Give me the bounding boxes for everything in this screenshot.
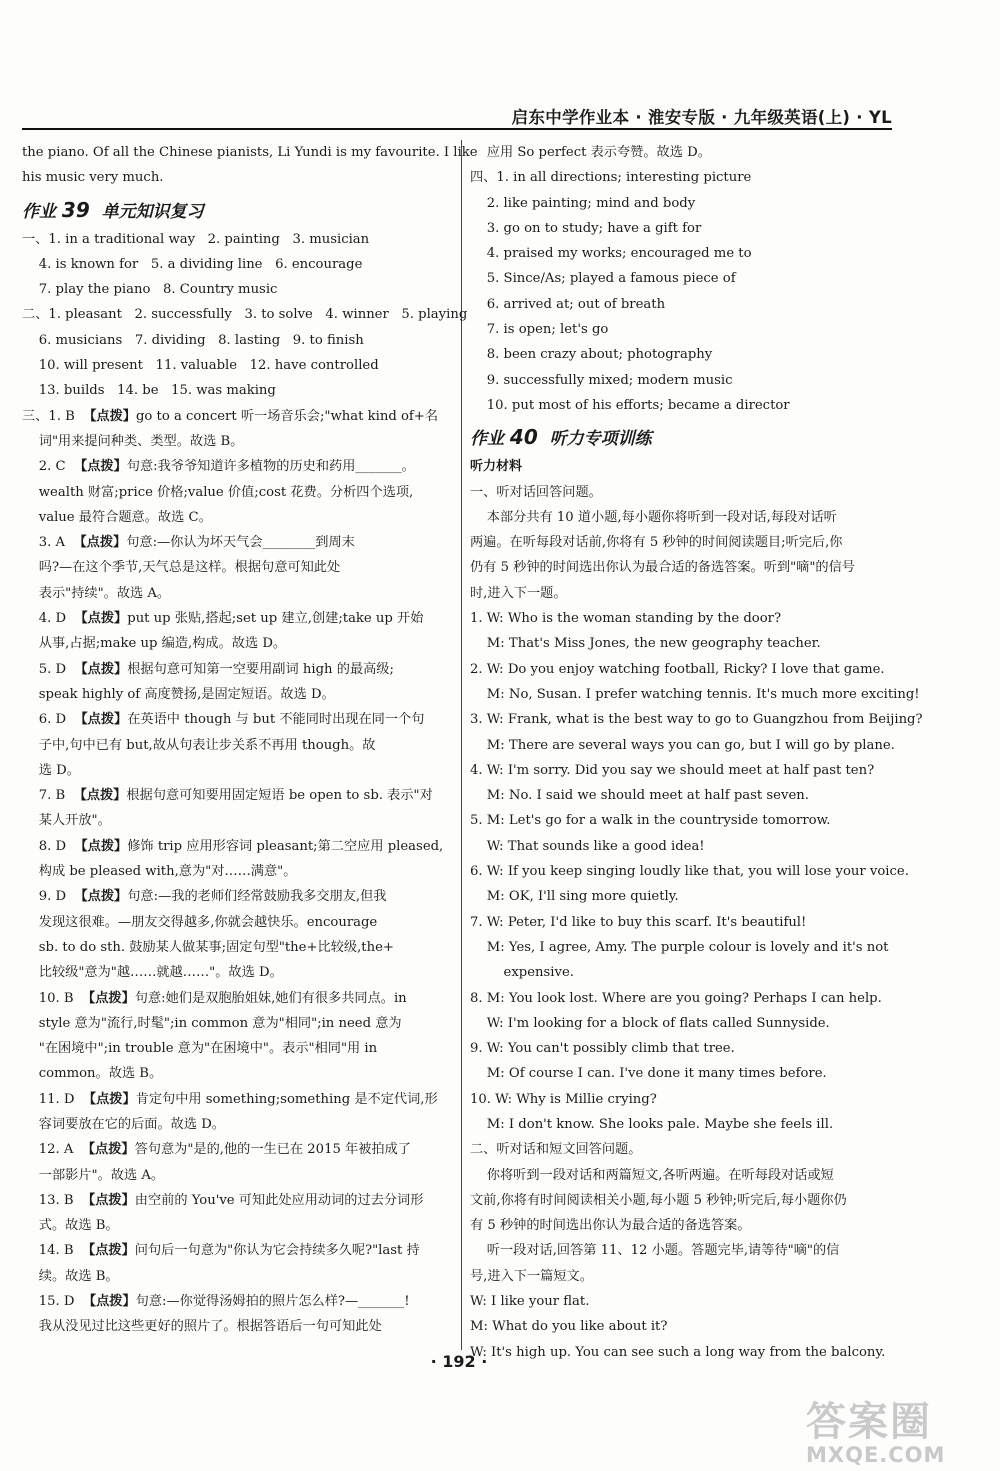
section-title-text: 单元知识复习: [89, 201, 204, 222]
text-line: "在困境中";in trouble 意为"在困境中"。表示"相同"用 in: [22, 1041, 378, 1057]
text-line: 词"用来提问种类、类型。故选 B。: [22, 433, 244, 449]
section-title: [22, 193, 440, 227]
text-line: 8. M: You look lost. Where are you going? Perhaps I can help.: [470, 990, 882, 1006]
hint-tag: 【点拨】: [74, 712, 128, 728]
text-line: 7. play the piano 8. Country music: [22, 282, 278, 298]
text-line: 一部影片"。故选 A。: [22, 1167, 165, 1183]
text-line: 3. W: Frank, what is the best way to go to Guangzhou from Beijing?: [470, 712, 923, 728]
section-title: [470, 420, 892, 454]
section-title-text: 听力专项训练: [537, 429, 652, 450]
hint-tag: 【点拨】: [74, 889, 128, 905]
hint-text: put up 张贴,搭起;set up 建立,创建;take up 开始: [127, 611, 424, 627]
answer-number: 9. D: [22, 889, 75, 905]
text-line: speak highly of 高度赞扬,是固定短语。故选 D。: [22, 686, 335, 702]
hint-tag: 【点拨】: [81, 1142, 135, 1158]
hint-tag: 【点拨】: [73, 788, 127, 804]
answer-line: [22, 530, 440, 555]
text-line: 续。故选 B。: [22, 1268, 119, 1284]
text-line: value 最符合题意。故选 C。: [22, 509, 212, 525]
hint-tag: 【点拨】: [74, 838, 128, 854]
subheading: 听力材料: [470, 459, 523, 475]
text-line: his music very much.: [22, 170, 164, 186]
text-line: M: No, Susan. I prefer watching tennis. It's much more exciting!: [470, 686, 920, 702]
answer-line: [22, 1289, 440, 1314]
text-line: M: That's Miss Jones, the new geography teacher.: [470, 636, 821, 652]
text-line: style 意为"流行,时髦";in common 意为"相同";in need 意为: [22, 1015, 402, 1031]
text-line: W: I'm looking for a block of flats called Sunnyside.: [470, 1015, 830, 1031]
answer-number: 3. A: [22, 535, 74, 551]
text-line: 比较级"意为"越……就越……"。故选 D。: [22, 965, 283, 981]
text-line: 9. W: You can't possibly climb that tree.: [470, 1041, 735, 1057]
text-line: M: There are several ways you can go, but I will go by plane.: [470, 737, 895, 753]
hint-text: 肯定句中用 something;something 是不定代词,形: [135, 1091, 438, 1107]
hint-tag: 【点拨】: [82, 990, 135, 1006]
hint-text: 句意:她们是双胞胎姐妹,她们有很多共同点。in: [134, 990, 407, 1006]
hint-tag: 【点拨】: [73, 535, 127, 551]
section-title-prefix: 作业: [470, 429, 510, 450]
answer-number: 4. D: [22, 611, 75, 627]
hint-tag: 【点拨】: [74, 611, 128, 627]
text-line: 号,进入下一篇短文。: [470, 1268, 593, 1284]
answer-line: [22, 1087, 440, 1112]
hint-text: 在英语中 though 与 but 不能同时出现在同一个句: [127, 712, 425, 728]
text-line: W: I like your flat.: [470, 1294, 590, 1310]
hint-text: 句意:—你觉得汤姆拍的照片怎么样?—_______!: [135, 1294, 410, 1310]
text-line: 7. is open; let's go: [470, 322, 609, 338]
answer-line: [22, 884, 440, 909]
text-line: 10. put most of his efforts; became a director: [470, 397, 790, 413]
text-line: 二、听对话和短文回答问题。: [470, 1142, 642, 1158]
answer-number: 三、1. B: [22, 408, 84, 424]
answer-number: 8. D: [22, 838, 75, 854]
answer-line: [22, 707, 440, 732]
section-number: 39: [61, 197, 90, 222]
hint-text: 句意:—你认为坏天气会________到周末: [126, 535, 355, 551]
answer-number: 2. C: [22, 459, 75, 475]
text-line: 四、1. in all directions; interesting picture: [470, 170, 752, 186]
text-line: 6. W: If you keep singing loudly like that, you will lose your voice.: [470, 864, 909, 880]
text-line: 10. will present 11. valuable 12. have controlled: [22, 358, 379, 374]
watermark-url: MXQE.COM: [806, 1443, 946, 1467]
text-line: 听一段对话,回答第 11、12 小题。答题完毕,请等待"嘀"的信: [470, 1243, 840, 1259]
text-line: 7. W: Peter, I'd like to buy this scarf. It's beautiful!: [470, 914, 807, 930]
text-line: 时,进入下一题。: [470, 585, 567, 601]
text-line: W: It's high up. You can see such a long way from the balcony.: [470, 1344, 886, 1360]
text-line: 选 D。: [22, 762, 80, 778]
hint-tag: 【点拨】: [82, 1294, 136, 1310]
text-line: 我从没见过比这些更好的照片了。根据答语后一句可知此处: [22, 1319, 382, 1335]
text-line: 某人开放"。: [22, 813, 111, 829]
text-line: sb. to do sth. 鼓励某人做某事;固定句型"the+比较级,the+: [22, 939, 394, 955]
answer-line: [22, 657, 440, 682]
answer-number: 11. D: [22, 1091, 83, 1107]
watermark-logo: [806, 1400, 986, 1466]
hint-tag: 【点拨】: [82, 1192, 135, 1208]
hint-text: 根据句意可知要用固定短语 be open to sb. 表示"对: [126, 788, 433, 804]
answer-number: 6. D: [22, 712, 75, 728]
text-line: 容词要放在它的后面。故选 D。: [22, 1116, 225, 1132]
answer-line: [22, 454, 440, 479]
text-line: M: What do you like about it?: [470, 1319, 668, 1335]
section-number: 40: [509, 425, 538, 450]
text-line: 9. successfully mixed; modern music: [470, 372, 733, 388]
text-line: expensive.: [470, 965, 574, 981]
text-line: 5. Since/As; played a famous piece of: [470, 271, 736, 287]
hint-text: 问句后一句意为"你认为它会持续多久呢?"last 持: [134, 1243, 420, 1259]
answer-line: [22, 606, 440, 631]
answer-line: [22, 1238, 440, 1263]
answer-line: [22, 1188, 440, 1213]
text-line: common。故选 B。: [22, 1066, 163, 1082]
hint-text: 根据句意可知第一空要用副词 high 的最高级;: [127, 661, 394, 677]
page-number: · 192 ·: [430, 1352, 488, 1371]
answer-number: 5. D: [22, 661, 75, 677]
text-line: 你将听到一段对话和两篇短文,各听两遍。在听每段对话或短: [470, 1167, 834, 1183]
answer-line: [22, 834, 444, 859]
hint-tag: 【点拨】: [82, 1091, 136, 1107]
page-header: 启东中学作业本 · 淮安专版 · 九年级英语(上) · YL: [511, 108, 892, 127]
text-line: 3. go on to study; have a gift for: [470, 220, 702, 236]
text-line: 本部分共有 10 道小题,每小题你将听到一段对话,每段对话听: [470, 509, 837, 525]
text-line: 文前,你将有时间阅读相关小题,每小题 5 秒钟;听完后,每小题你仍: [470, 1192, 847, 1208]
answer-number: 12. A: [22, 1142, 82, 1158]
answer-line: [22, 1137, 440, 1162]
text-line: 6. musicians 7. dividing 8. lasting 9. to finish: [22, 332, 364, 348]
answer-line: [22, 783, 440, 808]
text-line: 发现这很难。—朋友交得越多,你就会越快乐。encourage: [22, 914, 378, 930]
text-line: M: Yes, I agree, Amy. The purple colour is lovely and it's not: [470, 939, 889, 955]
hint-tag: 【点拨】: [83, 408, 136, 424]
text-line: wealth 财富;price 价格;value 价值;cost 花费。分析四个选项,: [22, 484, 414, 500]
text-line: 4. praised my works; encouraged me to: [470, 246, 752, 262]
header-divider: [22, 128, 892, 130]
answer-line: [22, 986, 440, 1011]
text-line: 表示"持续"。故选 A。: [22, 585, 171, 601]
hint-tag: 【点拨】: [82, 1243, 135, 1259]
text-line: 式。故选 B。: [22, 1218, 119, 1234]
text-line: 4. W: I'm sorry. Did you say we should meet at half past ten?: [470, 762, 875, 778]
answer-line: [22, 404, 440, 429]
hint-text: 修饰 trip 应用形容词 pleasant;第二空应用 pleased,: [127, 838, 444, 854]
text-line: M: I don't know. She looks pale. Maybe she feels ill.: [470, 1116, 834, 1132]
hint-text: 句意:—我的老师们经常鼓励我多交朋友,但我: [127, 889, 387, 905]
hint-text: 句意:我爷爷知道许多植物的历史和药用_______。: [126, 459, 415, 475]
text-line: 子中,句中已有 but,故从句表让步关系不再用 though。故: [22, 737, 376, 753]
text-line: M: No. I said we should meet at half past seven.: [470, 788, 809, 804]
text-line: 二、1. pleasant 2. successfully 3. to solve 4. winner 5. playing: [22, 307, 468, 323]
text-line: 5. M: Let's go for a walk in the countryside tomorrow.: [470, 813, 831, 829]
text-line: 应用 So perfect 表示夸赞。故选 D。: [470, 145, 711, 160]
section-title-prefix: 作业: [22, 201, 62, 222]
answer-number: 7. B: [22, 788, 74, 804]
left-column: [22, 140, 478, 1340]
text-line: 一、听对话回答问题。: [470, 484, 602, 500]
text-line: M: OK, I'll sing more quietly.: [470, 889, 679, 905]
text-line: 仍有 5 秒钟的时间选出你认为最合适的备选答案。听到"嘀"的信号: [470, 560, 855, 576]
text-line: M: Of course I can. I've done it many times before.: [470, 1066, 827, 1082]
text-line: the piano. Of all the Chinese pianists, Li Yundi is my favourite. I like: [22, 145, 478, 160]
text-line: 10. W: Why is Millie crying?: [470, 1091, 657, 1107]
hint-tag: 【点拨】: [74, 661, 128, 677]
text-line: W: That sounds like a good idea!: [470, 838, 705, 854]
text-line: 2. like painting; mind and body: [470, 195, 696, 211]
text-line: 两遍。在听每段对话前,你将有 5 秒钟的时间阅读题目;听完后,你: [470, 535, 843, 551]
answer-number: 15. D: [22, 1294, 83, 1310]
hint-text: 由空前的 You've 可知此处应用动词的过去分词形: [134, 1192, 424, 1208]
text-line: 吗?—在这个季节,天气总是这样。根据句意可知此处: [22, 560, 341, 576]
hint-text: 答句意为"是的,他的一生已在 2015 年被拍成了: [134, 1142, 411, 1158]
text-line: 一、1. in a traditional way 2. painting 3. musician: [22, 231, 370, 247]
text-line: 有 5 秒钟的时间选出你认为最合适的备选答案。: [470, 1218, 751, 1234]
watermark-text: 答案圈: [806, 1399, 932, 1445]
text-line: 8. been crazy about; photography: [470, 347, 713, 363]
right-column: [470, 140, 923, 1365]
text-line: 4. is known for 5. a dividing line 6. encourage: [22, 256, 363, 272]
hint-tag: 【点拨】: [74, 459, 127, 475]
hint-text: go to a concert 听一场音乐会;"what kind of+名: [135, 408, 439, 424]
answer-number: 13. B: [22, 1192, 83, 1208]
text-line: 从事,占据;make up 编造,构成。故选 D。: [22, 636, 287, 652]
answer-number: 14. B: [22, 1243, 83, 1259]
text-line: 1. W: Who is the woman standing by the door?: [470, 611, 782, 627]
answer-number: 10. B: [22, 990, 83, 1006]
text-line: 构成 be pleased with,意为"对……满意"。: [22, 864, 297, 880]
text-line: 13. builds 14. be 15. was making: [22, 383, 276, 399]
text-line: 2. W: Do you enjoy watching football, Ricky? I love that game.: [470, 661, 885, 677]
text-line: 6. arrived at; out of breath: [470, 296, 666, 312]
